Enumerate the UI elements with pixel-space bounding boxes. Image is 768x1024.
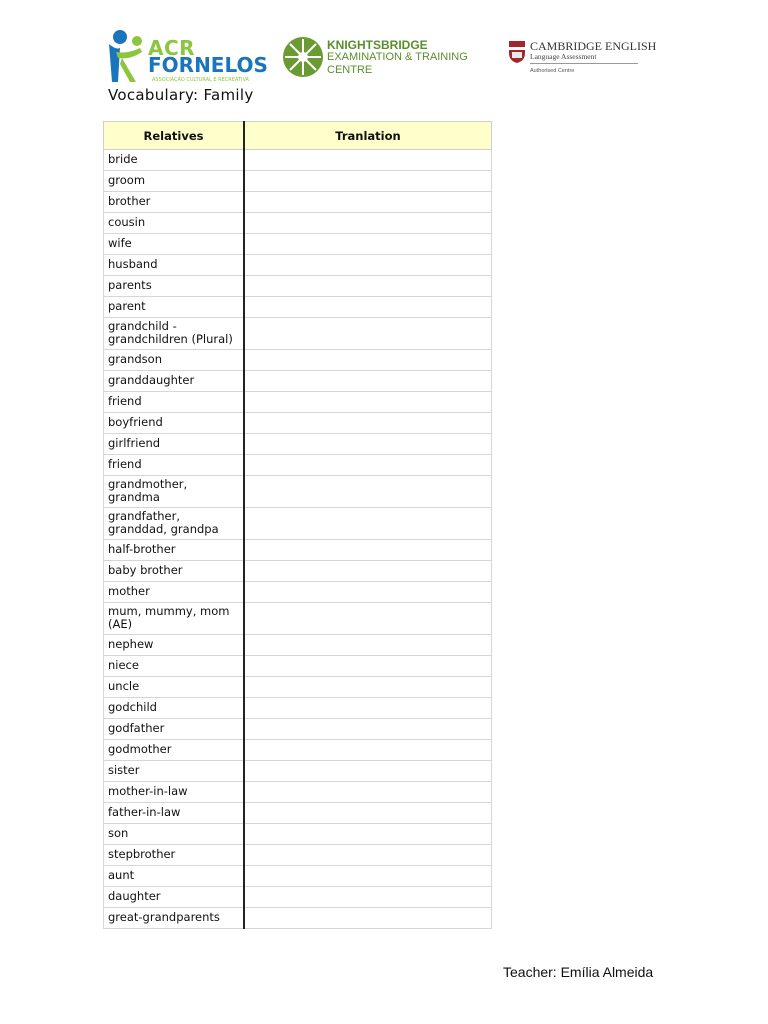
relative-term: mother bbox=[104, 582, 245, 603]
relative-term: stepbrother bbox=[104, 845, 245, 866]
table-row bbox=[104, 866, 492, 887]
relative-term: grandchild - grandchildren (Plural) bbox=[104, 318, 245, 350]
relative-term: godchild bbox=[104, 698, 245, 719]
relative-term: granddaughter bbox=[104, 371, 245, 392]
table-row bbox=[104, 824, 492, 845]
translation-cell[interactable] bbox=[244, 508, 492, 540]
knightsbridge-line1: KNIGHTSBRIDGE bbox=[327, 38, 428, 52]
cambridge-shield-icon bbox=[508, 40, 526, 64]
knightsbridge-line2: EXAMINATION & TRAINING bbox=[327, 51, 468, 63]
table-row bbox=[104, 603, 492, 635]
relative-term: uncle bbox=[104, 677, 245, 698]
relative-term: parents bbox=[104, 276, 245, 297]
table-row bbox=[104, 719, 492, 740]
column-header-translation: Tranlation bbox=[244, 122, 492, 150]
table-row bbox=[104, 434, 492, 455]
relative-term: grandfather, granddad, grandpa bbox=[104, 508, 245, 540]
cambridge-divider bbox=[530, 63, 638, 64]
table-row bbox=[104, 656, 492, 677]
relative-term: sister bbox=[104, 761, 245, 782]
translation-cell[interactable] bbox=[244, 908, 492, 929]
relative-term: godmother bbox=[104, 740, 245, 761]
translation-cell[interactable] bbox=[244, 150, 492, 171]
relative-term: grandmother, grandma bbox=[104, 476, 245, 508]
header bbox=[0, 0, 768, 90]
translation-cell[interactable] bbox=[244, 782, 492, 803]
relative-term: son bbox=[104, 824, 245, 845]
cambridge-line3: Authorised Centre bbox=[530, 68, 575, 74]
table-row bbox=[104, 698, 492, 719]
translation-cell[interactable] bbox=[244, 234, 492, 255]
cambridge-line2: Language Assessment bbox=[530, 52, 597, 61]
table-row bbox=[104, 392, 492, 413]
acr-fornelos-logo bbox=[106, 28, 268, 86]
knightsbridge-emblem-icon bbox=[282, 36, 324, 78]
translation-cell[interactable] bbox=[244, 582, 492, 603]
table-row bbox=[104, 234, 492, 255]
acr-logo-line1: ACR bbox=[148, 36, 196, 60]
table-body bbox=[104, 150, 492, 929]
relative-term: girlfriend bbox=[104, 434, 245, 455]
table-row bbox=[104, 761, 492, 782]
table-row bbox=[104, 297, 492, 318]
table-row bbox=[104, 635, 492, 656]
translation-cell[interactable] bbox=[244, 413, 492, 434]
translation-cell[interactable] bbox=[244, 171, 492, 192]
table-header-row bbox=[104, 122, 492, 150]
translation-cell[interactable] bbox=[244, 635, 492, 656]
relative-term: mum, mummy, mom (AE) bbox=[104, 603, 245, 635]
table-row bbox=[104, 740, 492, 761]
vocabulary-table bbox=[103, 121, 492, 929]
acr-logo-line2: FORNELOS bbox=[148, 53, 268, 77]
relative-term: nephew bbox=[104, 635, 245, 656]
relative-term: grandson bbox=[104, 350, 245, 371]
translation-cell[interactable] bbox=[244, 392, 492, 413]
translation-cell[interactable] bbox=[244, 603, 492, 635]
relative-term: groom bbox=[104, 171, 245, 192]
table-row bbox=[104, 318, 492, 350]
translation-cell[interactable] bbox=[244, 719, 492, 740]
translation-cell[interactable] bbox=[244, 476, 492, 508]
table-row bbox=[104, 476, 492, 508]
table-row bbox=[104, 508, 492, 540]
translation-cell[interactable] bbox=[244, 866, 492, 887]
acr-logo-subtitle: ASSOCIAÇÃO CULTURAL E RECREATIVA bbox=[152, 77, 249, 83]
translation-cell[interactable] bbox=[244, 213, 492, 234]
table-row bbox=[104, 213, 492, 234]
relative-term: husband bbox=[104, 255, 245, 276]
relative-term: friend bbox=[104, 455, 245, 476]
knightsbridge-line3: CENTRE bbox=[327, 64, 373, 76]
relative-term: cousin bbox=[104, 213, 245, 234]
translation-cell[interactable] bbox=[244, 656, 492, 677]
translation-cell[interactable] bbox=[244, 192, 492, 213]
table-row bbox=[104, 455, 492, 476]
translation-cell[interactable] bbox=[244, 803, 492, 824]
table-row bbox=[104, 171, 492, 192]
translation-cell[interactable] bbox=[244, 761, 492, 782]
translation-cell[interactable] bbox=[244, 887, 492, 908]
relative-term: boyfriend bbox=[104, 413, 245, 434]
translation-cell[interactable] bbox=[244, 434, 492, 455]
page-title: Vocabulary: Family bbox=[108, 86, 254, 104]
table-row bbox=[104, 276, 492, 297]
relative-term: aunt bbox=[104, 866, 245, 887]
translation-cell[interactable] bbox=[244, 455, 492, 476]
table-row bbox=[104, 371, 492, 392]
translation-cell[interactable] bbox=[244, 845, 492, 866]
translation-cell[interactable] bbox=[244, 318, 492, 350]
relative-term: baby brother bbox=[104, 561, 245, 582]
table-row bbox=[104, 908, 492, 929]
table-row bbox=[104, 782, 492, 803]
table-row bbox=[104, 413, 492, 434]
cambridge-english-logo bbox=[508, 38, 657, 82]
table-row bbox=[104, 887, 492, 908]
table-row bbox=[104, 350, 492, 371]
acr-figure-icon bbox=[106, 28, 148, 84]
translation-cell[interactable] bbox=[244, 677, 492, 698]
table-row bbox=[104, 803, 492, 824]
translation-cell[interactable] bbox=[244, 698, 492, 719]
relative-term: godfather bbox=[104, 719, 245, 740]
table-row bbox=[104, 255, 492, 276]
relative-term: half-brother bbox=[104, 540, 245, 561]
translation-cell[interactable] bbox=[244, 276, 492, 297]
table-row bbox=[104, 845, 492, 866]
translation-cell[interactable] bbox=[244, 350, 492, 371]
translation-cell[interactable] bbox=[244, 824, 492, 845]
translation-cell[interactable] bbox=[244, 561, 492, 582]
translation-cell[interactable] bbox=[244, 540, 492, 561]
relative-term: daughter bbox=[104, 887, 245, 908]
relative-term: bride bbox=[104, 150, 245, 171]
teacher-name: Teacher: Emília Almeida bbox=[503, 964, 654, 980]
translation-cell[interactable] bbox=[244, 297, 492, 318]
relative-term: niece bbox=[104, 656, 245, 677]
table-row bbox=[104, 540, 492, 561]
relative-term: friend bbox=[104, 392, 245, 413]
table-row bbox=[104, 192, 492, 213]
relative-term: great-grandparents bbox=[104, 908, 245, 929]
relative-term: wife bbox=[104, 234, 245, 255]
cambridge-line1: CAMBRIDGE ENGLISH bbox=[530, 39, 657, 53]
knightsbridge-logo bbox=[282, 36, 472, 80]
relative-term: brother bbox=[104, 192, 245, 213]
table-row bbox=[104, 561, 492, 582]
translation-cell[interactable] bbox=[244, 740, 492, 761]
relative-term: mother-in-law bbox=[104, 782, 245, 803]
relative-term: father-in-law bbox=[104, 803, 245, 824]
relative-term: parent bbox=[104, 297, 245, 318]
table-row bbox=[104, 150, 492, 171]
translation-cell[interactable] bbox=[244, 371, 492, 392]
column-header-relatives: Relatives bbox=[104, 122, 245, 150]
table-row bbox=[104, 677, 492, 698]
table-row bbox=[104, 582, 492, 603]
translation-cell[interactable] bbox=[244, 255, 492, 276]
